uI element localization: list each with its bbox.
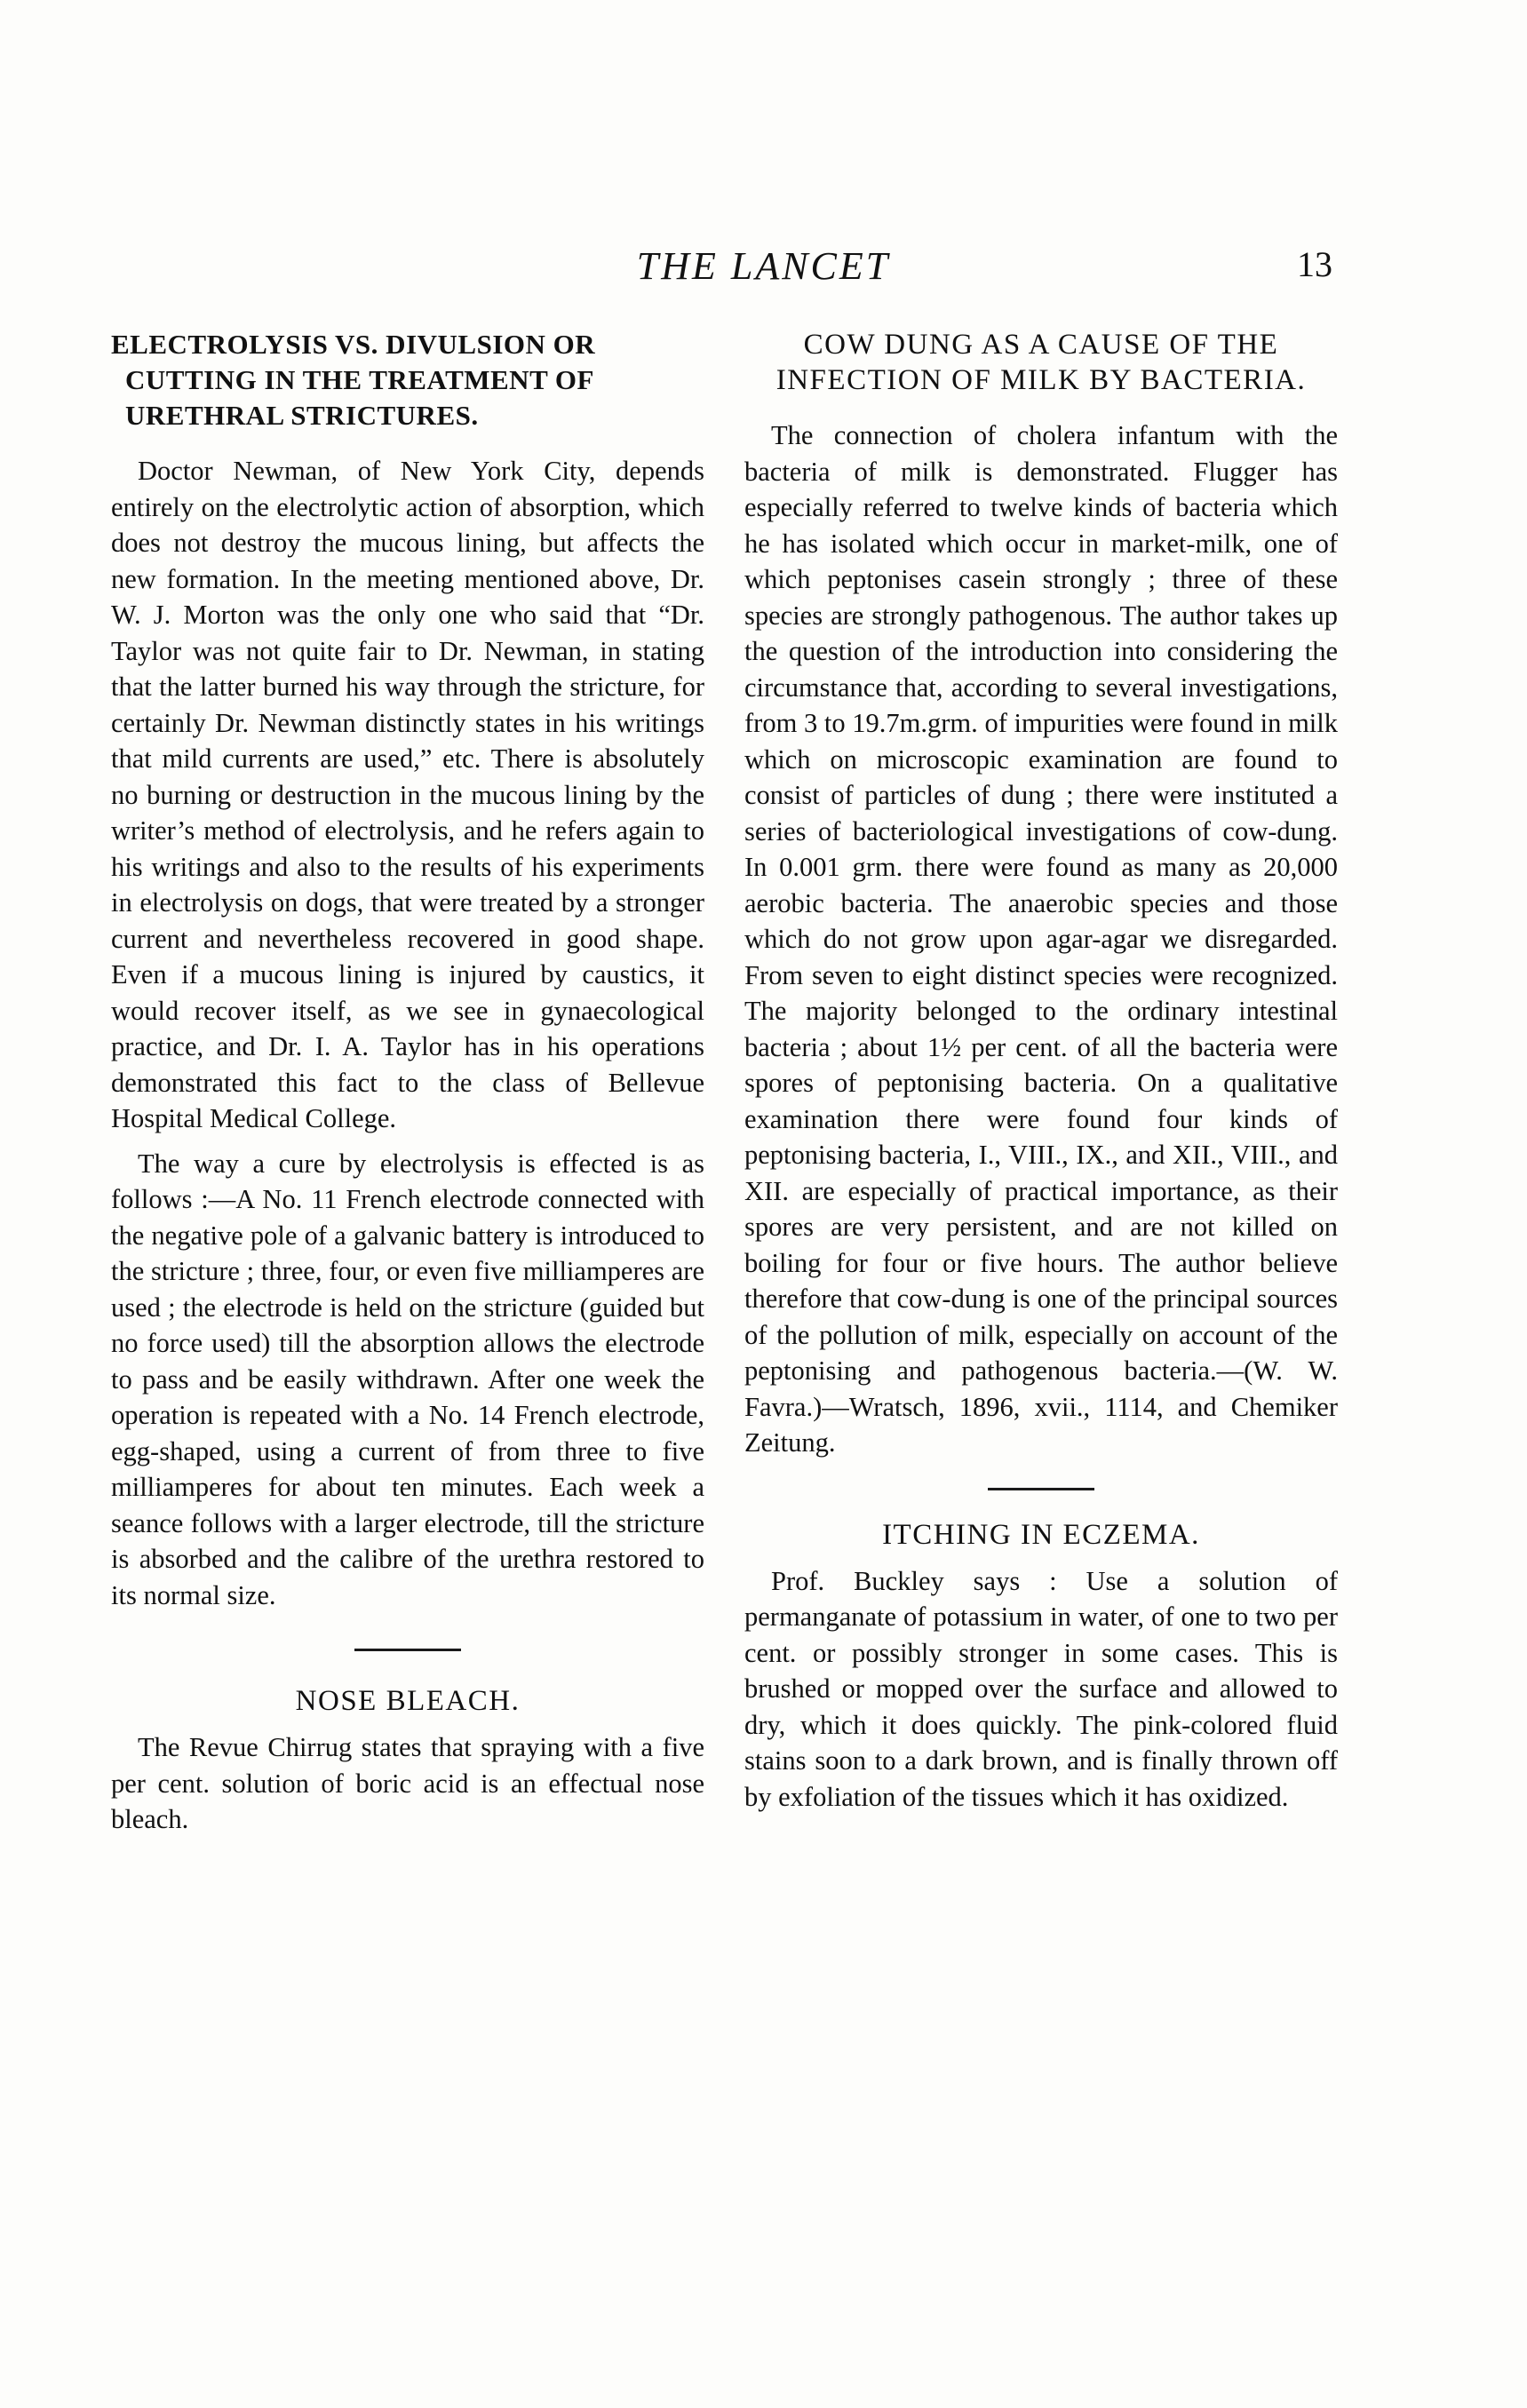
article-paragraph: Prof. Buckley says : Use a solution of permanganate of potassium in water, of one to two per cent. or possibly stronger in some cases. This is brushed or mopped over the surface and allowed to dry, which it does quickly. The pink-colored fluid stains soon to a dark brown, and is finally thrown off by exfoliation of the tissues which it has oxidized. xyxy=(744,1565,1338,1812)
article-title-itching-eczema: ITCHING IN ECZEMA. xyxy=(882,1518,1200,1551)
article-paragraph: The connection of cholera infantum with the bacteria of milk is demonstrated. Flugger has especially referred to twelve kinds of bacteria which he has isolated which occur in market-milk, one of which peptonises casein strongly ; three of these species are strongly pathogenous. The author takes up the question of the introduction into considering the circumstance that, according to several investigations, from 3 to 19.7m.grm. of impurities were found in milk which on microscopic examination are found to consist of particles of dung ; there were instituted a series of bacteriological investigations of cow-dung. In 0.001 grm. there were found as many as 20,000 aerobic bacteria. The anaerobic species and those which do not grow upon agar-agar we disregarded. From seven to eight distinct species were recognized. The majority belonged to the ordinary intestinal bacteria ; about 1½ per cent. of all the bacteria were spores of peptonising bacteria. On a qualitative examination there were found four kinds of peptonising bacteria, I., VIII., IX., and XII., VIII., and XII. are especially of practical importance, as their spores are very persistent, and are not killed on boiling for four or five hours. The author believe therefore that cow-dung is one of the principal sources of the pollution of milk, especially on account of the peptonising and pathogenous bacteria.—(W. W. Favra.)—Wratsch, 1896, xvii., 1114, and Chemiker Zeitung. xyxy=(744,420,1338,1458)
section-divider xyxy=(988,1488,1094,1490)
article-title-electrolysis: ELECTROLYSIS VS. DIVULSION OR CUTTING IN THE TREATMENT OF URETHRAL STRICTURES. xyxy=(111,329,596,431)
article-title-cow-dung: COW DUNG AS A CAUSE OF THE INFECTION OF MILK BY BACTERIA. xyxy=(775,329,1307,396)
article-title-nose-bleach: NOSE BLEACH. xyxy=(295,1685,521,1717)
section-divider xyxy=(354,1649,461,1651)
article-paragraph: Doctor Newman, of New York City, depends entirely on the electrolytic action of absorption, which does not destroy the mucous lining, but affects the new formation. In the meeting mentioned above, Dr. W. J. Morton was the only one who said that “Dr. Taylor was not quite fair to Dr. Newman, in stating that the latter burned his way through the stricture, for certainly Dr. Newman distinctly states in his writings that mild currents are used,” etc. There is absolutely no burning or destruction in the mucous lining by the writer’s method of electrolysis, and he refers again to his writings and also to the results of his experiments in electrolysis on dogs, that were treated by a stronger current and nevertheless recovered in good shape. Even if a mucous lining is injured by caustics, it would recover itself, as we see in gynaecological practice, and Dr. I. A. Taylor has in his operations demonstrated this fact to the class of Bellevue Hospital Medical College. xyxy=(111,456,704,1133)
journal-title: THE LANCET xyxy=(636,244,891,288)
page-number: 13 xyxy=(1297,244,1332,284)
article-paragraph: The way a cure by electrolysis is effected is as follows :—A No. 11 French electrode connected with the negative pole of a galvanic battery is introduced to the stricture ; three, four, or even five milliamperes are used ; the electrode is held on the stricture (guided but no force used) till the absorption allows the electrode to pass and be easily withdrawn. After one week the operation is repeated with a No. 14 French electrode, egg-shaped, using a current of from three to five milliamperes for about ten minutes. Each week a seance follows with a larger electrode, till the stricture is absorbed and the calibre of the urethra restored to its normal size. xyxy=(111,1148,704,1610)
right-column xyxy=(744,327,1338,1815)
left-column xyxy=(111,327,704,1838)
article-paragraph: The Revue Chirrug states that spraying with a five per cent. solution of boric acid is an effectual nose bleach. xyxy=(111,1732,704,1834)
